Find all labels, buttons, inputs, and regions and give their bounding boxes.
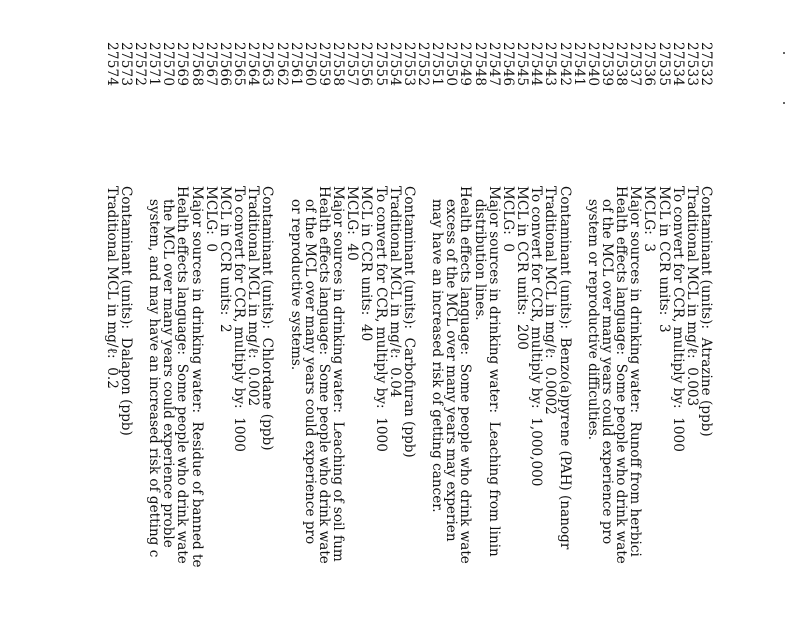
line-number: 27563 (259, 42, 276, 87)
document-text-line: Major sources in drinking water: Leaching of soil fum (330, 186, 347, 562)
line-number: 27533 (683, 42, 700, 87)
document-text-line: the MCL over many years could experience proble (160, 186, 177, 548)
line-number: 27543 (542, 42, 559, 87)
document-text-line: Traditional MCL in mg/ℓ: 0.003 (683, 186, 700, 407)
document-text-line: system or reproductive difficulties. (584, 186, 601, 441)
document-text-line: To convert for CCR, multiply by: 1,000,000 (528, 186, 545, 487)
document-text-line: distribution lines. (471, 186, 488, 321)
document-text-line: Health effects language: Some people who drink wate (613, 186, 630, 564)
line-number: 27562 (273, 42, 290, 87)
document-text-line: MCLG: 0 (499, 186, 516, 253)
document-text-line: Contaminant (units): Atrazine (ppb) (698, 186, 714, 437)
line-number: 27566 (216, 42, 233, 87)
line-number: 27554 (386, 42, 403, 87)
line-number: 27547 (485, 42, 502, 87)
line-number: 27561 (287, 42, 304, 87)
line-number: 27536 (641, 42, 658, 87)
line-number: 27548 (471, 42, 488, 87)
document-text-line: Major sources in drinking water: Leaching from linin (485, 186, 502, 557)
line-number: 27532 (698, 42, 714, 87)
document-text-line: Traditional MCL in mg/ℓ: 0.002 (245, 186, 262, 407)
document-text-line: To convert for CCR, multiply by: 1000 (231, 186, 248, 452)
document-text-line: To convert for CCR, multiply by: 1000 (669, 186, 686, 452)
document-text-line: Health effects language: Some people who drink wate (174, 186, 191, 564)
line-number: 27539 (598, 42, 615, 87)
document-text-line: MCLG: 0 (202, 186, 219, 253)
document-text-line: Major sources in drinking water: Residue of banned te (188, 186, 205, 568)
line-number: 27571 (146, 42, 163, 87)
document-text-line: Major sources in drinking water: Runoff from herbici (627, 186, 644, 557)
document-text-line: Health effects language: Some people who drink wate (315, 186, 332, 564)
document-text-line: Traditional MCL in mg/ℓ: 0.04 (386, 186, 403, 398)
document-text-line: MCL in CCR units: 2 (216, 186, 233, 333)
line-number: 27572 (132, 42, 148, 87)
document-text-line: Contaminant (units): Dalapon (ppb) (117, 186, 134, 436)
line-number: 27537 (627, 42, 644, 87)
line-number: 27568 (188, 42, 205, 87)
line-number: 27560 (301, 42, 318, 87)
document-text-line: Traditional MCL in mg/ℓ: 0.2 (103, 186, 120, 389)
document-text-line: MCL in CCR units: 3 (655, 186, 672, 333)
document-text-line: Contaminant (units): Chlordane (ppb) (259, 186, 276, 451)
scan-speck (783, 102, 785, 104)
document-text-line: To convert for CCR, multiply by: 1000 (372, 186, 389, 452)
line-number: 27535 (655, 42, 672, 87)
document-text-line: MCL in CCR units: 200 (514, 186, 531, 350)
line-number: 27546 (499, 42, 516, 87)
line-number: 27549 (457, 42, 474, 87)
line-number: 27564 (245, 42, 262, 87)
line-number: 27540 (584, 42, 601, 87)
line-number: 27558 (330, 42, 347, 87)
line-number: 27574 (103, 42, 120, 87)
line-number: 27559 (315, 42, 332, 87)
document-text-line: of the MCL over many years could experience pro (598, 186, 615, 545)
document-text-line: may have an increased risk of getting cancer. (429, 186, 446, 513)
scan-speck (783, 52, 785, 54)
line-number: 27573 (117, 42, 134, 87)
document-text-line: MCLG: 40 (344, 186, 361, 261)
document-text-line: Traditional MCL in mg/ℓ: 0.0002 (542, 186, 559, 415)
line-number: 27569 (174, 42, 191, 87)
line-number: 27553 (400, 42, 417, 87)
line-number: 27555 (372, 42, 389, 87)
line-number: 27552 (415, 42, 431, 87)
document-text-line: Contaminant (units): Carbofuran (ppb) (400, 186, 417, 458)
line-number: 27538 (613, 42, 630, 87)
line-number: 27567 (202, 42, 219, 87)
line-number: 27557 (344, 42, 361, 87)
line-number: 27565 (231, 42, 248, 87)
document-text-line: MCLG: 3 (641, 186, 658, 253)
document-text-line: of the MCL over many years could experience pro (301, 186, 318, 545)
line-number: 27545 (514, 42, 531, 87)
document-text-line: excess of the MCL over many years may experien (443, 186, 460, 542)
line-number: 27570 (160, 42, 177, 87)
line-number: 27544 (528, 42, 545, 87)
line-number: 27541 (570, 42, 587, 87)
document-text-line: Contaminant (units): Benzo(a)pyrene (PAH) (nanogr (556, 186, 573, 550)
line-number: 27551 (429, 42, 446, 87)
line-number: 27556 (358, 42, 375, 87)
line-number: 27534 (669, 42, 686, 87)
document-text-line: or reproductive systems. (287, 186, 304, 371)
document-text-line: system, and may have an increased risk of getting c (146, 186, 163, 558)
document-text-line: Health effects language: Some people who drink wate (457, 186, 474, 564)
line-number: 27550 (443, 42, 460, 87)
document-text-line: MCL in CCR units: 40 (358, 186, 375, 342)
line-number: 27542 (556, 42, 573, 87)
